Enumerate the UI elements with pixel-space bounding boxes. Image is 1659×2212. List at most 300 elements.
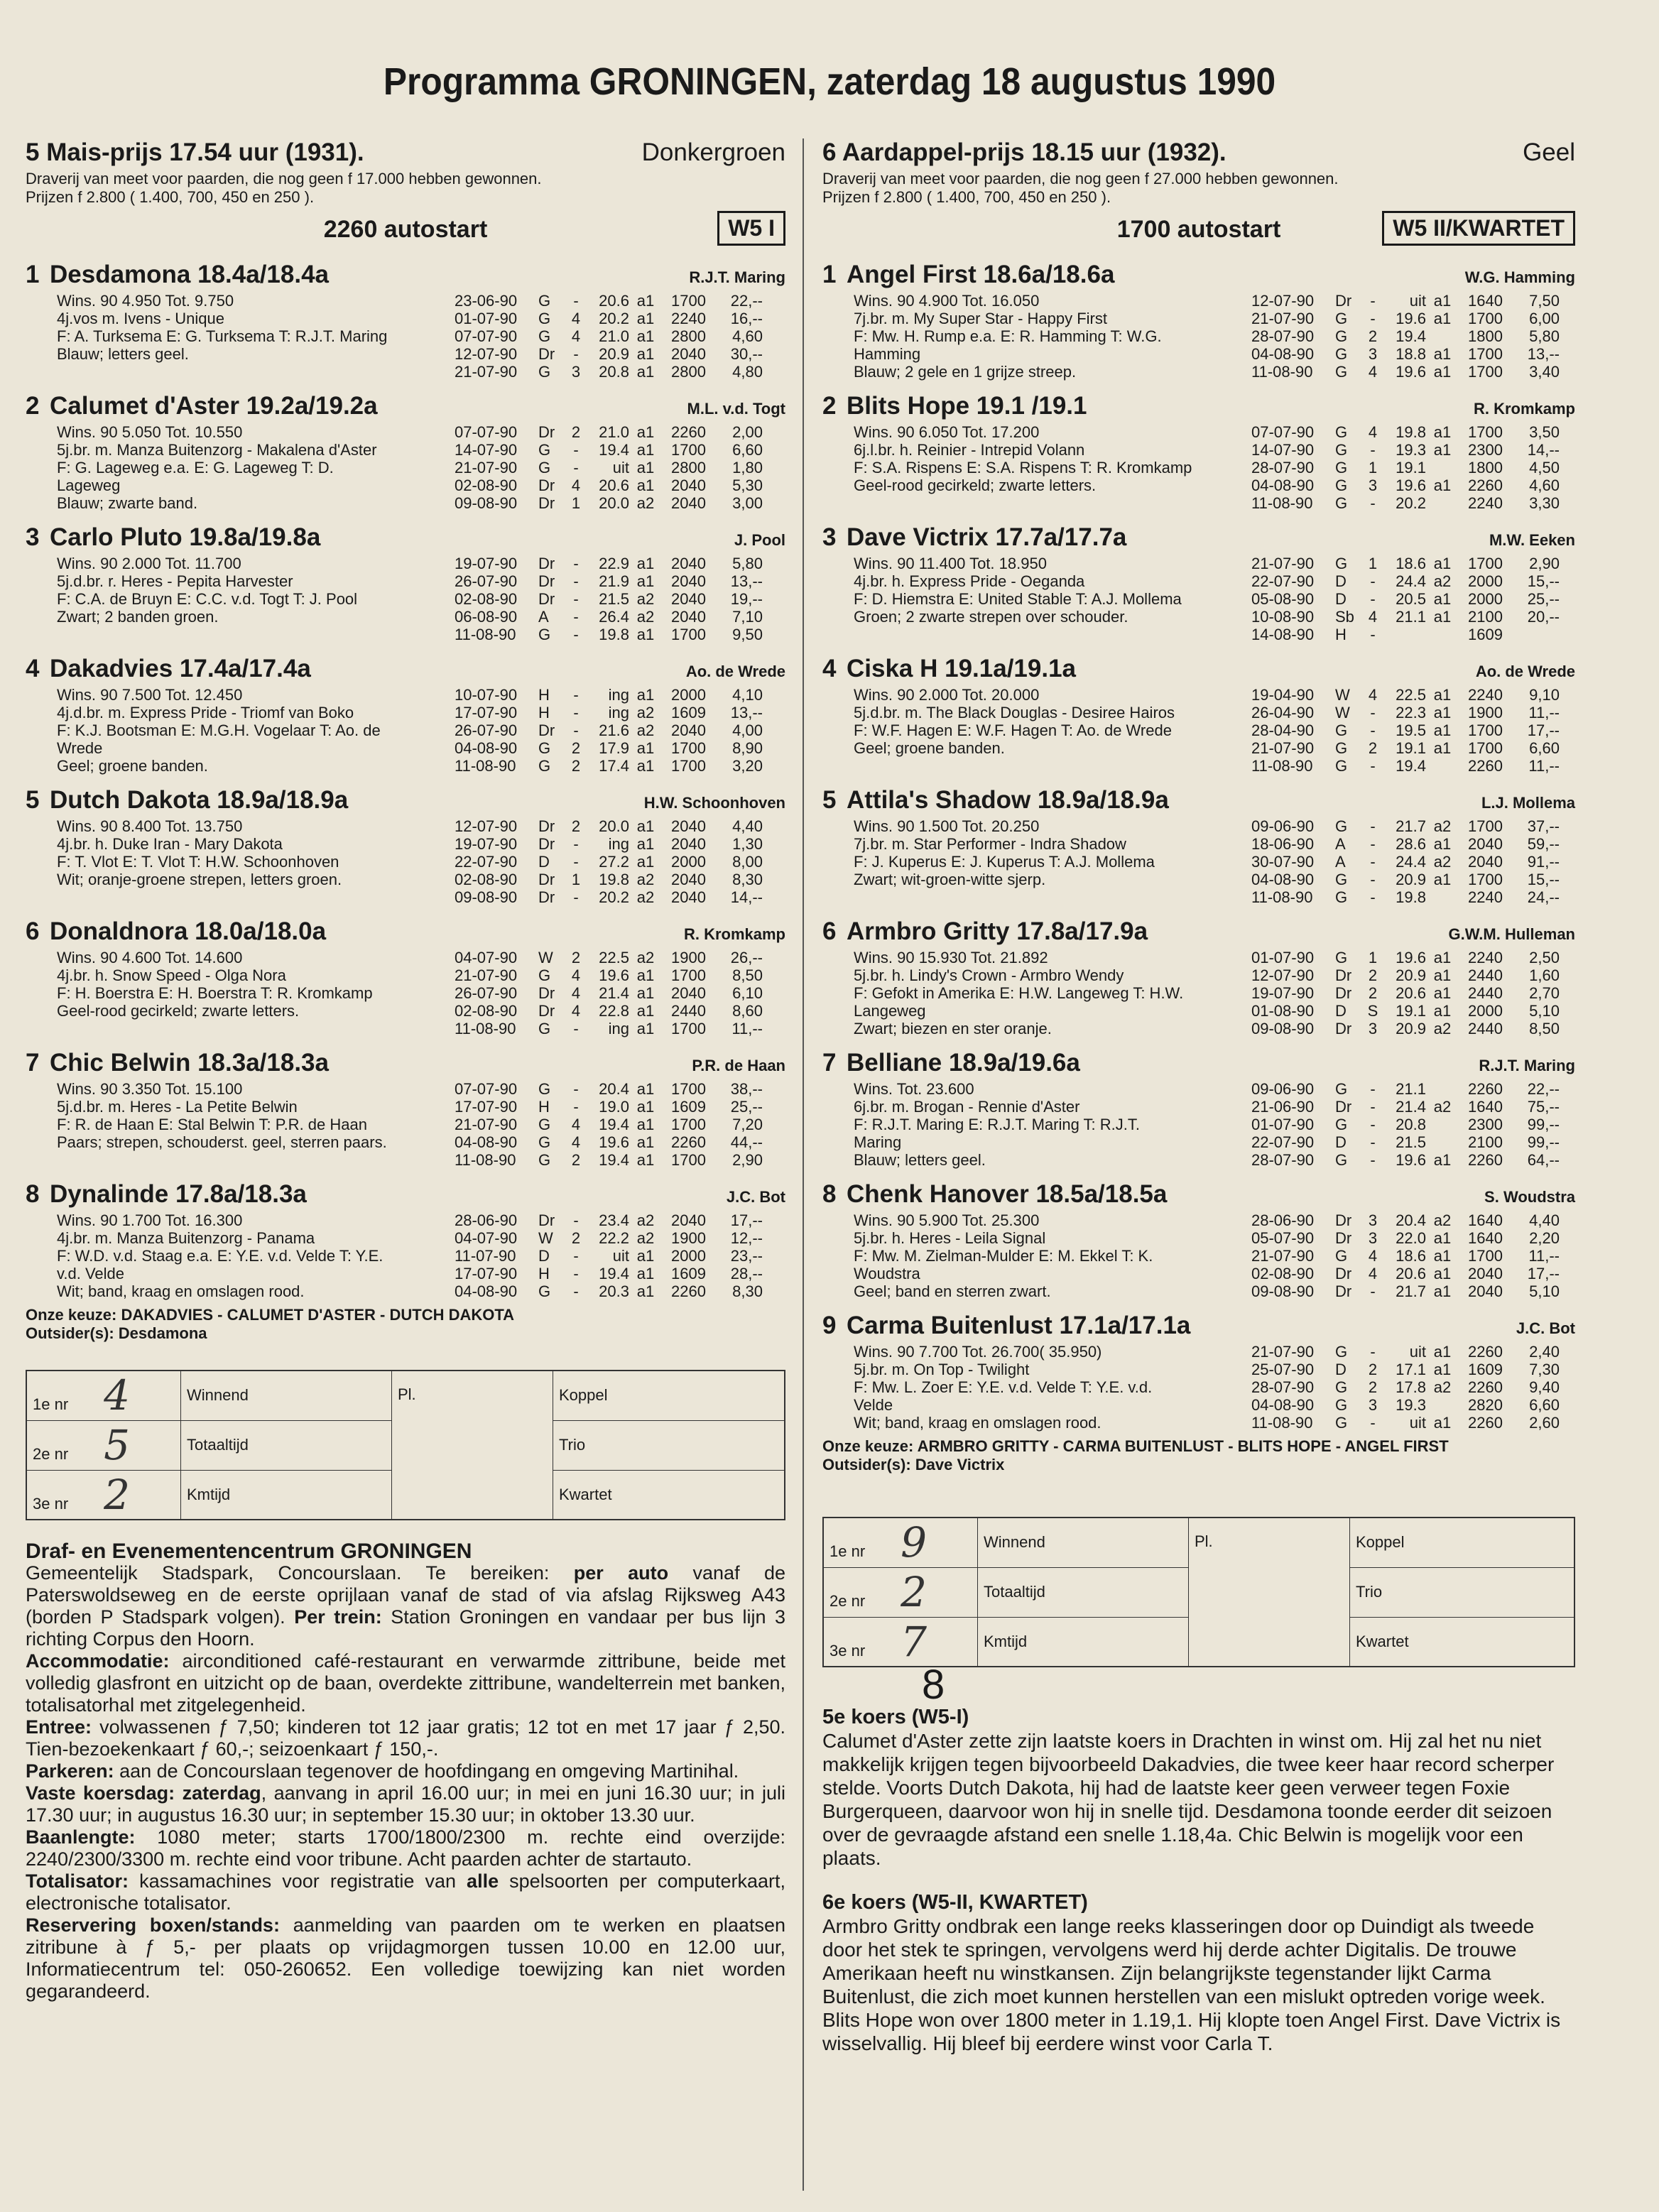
result-cell: 2040 (1468, 1282, 1503, 1300)
result-cell: G (538, 739, 551, 757)
horse-name (26, 786, 348, 814)
bet-label: Kmtijd (181, 1470, 392, 1520)
result-cell: a1 (636, 555, 655, 572)
result-cell: 4 (571, 310, 581, 327)
result-row (1251, 739, 1575, 757)
horse-details (822, 817, 1251, 906)
handwritten-number: 2 (901, 1568, 928, 1616)
horse-name (822, 655, 1076, 683)
result-cell (1426, 1080, 1459, 1098)
result-cell: 11-08-90 (455, 1020, 516, 1037)
horse-header (822, 1180, 1575, 1211)
horse-entry (26, 523, 785, 643)
result-cell: 22,-- (1527, 1080, 1560, 1098)
result-cell: 19.4 (1396, 757, 1426, 775)
result-cell: 2300 (1468, 1116, 1503, 1133)
result-cell: 11-08-90 (1251, 888, 1313, 906)
result-cell: 20.6 (599, 292, 629, 310)
result-cell: 5,10 (1529, 1282, 1560, 1300)
result-row (1251, 476, 1575, 494)
result-cell: 3 (1368, 345, 1378, 363)
result-cell: 91,-- (1527, 853, 1560, 871)
result-cell: 1700 (1468, 817, 1503, 835)
result-cell: 04-08-90 (1251, 1396, 1315, 1414)
result-cell: Dr (538, 835, 555, 853)
result-cell: 11,-- (1528, 1247, 1560, 1265)
result-cell: 12,-- (730, 1229, 763, 1247)
result-cell: 4,10 (732, 686, 763, 704)
info-label: Per trein: (294, 1606, 382, 1628)
result-row (455, 1020, 785, 1037)
result-row (1251, 626, 1575, 643)
horse-entry (822, 917, 1575, 1037)
result-cell: 20.6 (1396, 984, 1426, 1002)
result-cell: G (538, 626, 551, 643)
result-cell: 21.5 (1396, 1133, 1426, 1151)
bet-slip (822, 1517, 1575, 1667)
result-cell: 02-08-90 (455, 476, 518, 494)
result-cell: 12-07-90 (1251, 292, 1315, 310)
result-cell: 19.1 (1396, 1002, 1426, 1020)
result-cell: 26,-- (730, 949, 763, 966)
result-cell: - (1370, 1116, 1376, 1133)
race-5-column (26, 138, 785, 2003)
horse-detail-line: F: Mw. L. Zoer E: Y.E. v.d. Velde T: Y.E. v.d. (854, 1378, 1153, 1396)
result-cell: a1 (1433, 310, 1452, 327)
result-cell: a2 (636, 704, 655, 721)
horse-detail-line: Wins. 90 2.000 Tot. 20.000 (854, 686, 1040, 704)
result-row (455, 1229, 785, 1247)
result-cell: Sb (1335, 608, 1354, 626)
result-cell: - (573, 835, 579, 853)
horse-entry (822, 1049, 1575, 1169)
result-cell: 11-08-90 (1251, 363, 1313, 381)
result-cell: 7,10 (732, 608, 763, 626)
recent-results (455, 1211, 785, 1300)
result-row (455, 327, 785, 345)
result-cell: D (1335, 572, 1347, 590)
our-choice: Onze keuze: ARMBRO GRITTY - CARMA BUITENLUST - BLITS HOPE - ANGEL FIRST (822, 1437, 1449, 1455)
horse-trainer: S. Woudstra (1484, 1188, 1575, 1206)
result-cell: a1 (1433, 835, 1452, 853)
result-cell: G (1335, 1343, 1348, 1361)
result-cell: W (1335, 704, 1350, 721)
result-cell: 26.4 (599, 608, 629, 626)
result-cell: 2,70 (1529, 984, 1560, 1002)
result-cell: 15,-- (1527, 572, 1560, 590)
horse-detail-line: F: C.A. de Bruyn E: C.C. v.d. Togt T: J. Pool (57, 590, 358, 608)
horse-entry (26, 917, 785, 1037)
result-row (455, 704, 785, 721)
result-cell: a1 (1433, 739, 1452, 757)
result-cell: a1 (636, 1247, 655, 1265)
result-cell: Dr (538, 476, 555, 494)
result-cell: uit (612, 459, 629, 476)
result-cell: 2040 (671, 555, 706, 572)
result-cell: H (538, 1265, 550, 1282)
horse-detail-line: Wit; oranje-groene strepen, letters groen. (57, 871, 342, 888)
result-cell: 27.2 (599, 853, 629, 871)
result-cell: 20.9 (1396, 966, 1426, 984)
result-cell: 8,30 (732, 1282, 763, 1300)
horse-details (26, 423, 455, 512)
horse-detail-line: Langeweg (854, 1002, 926, 1020)
result-cell: a2 (1433, 817, 1452, 835)
horse-detail-line: Blauw; zwarte band. (57, 494, 198, 512)
bet-row-label: 3e nr (33, 1494, 69, 1513)
result-cell: - (573, 721, 579, 739)
result-cell: 2260 (671, 1282, 706, 1300)
race-conditions: Draverij van meet voor paarden, die nog geen f 27.000 hebben gewonnen. (822, 170, 1339, 187)
result-cell: 2240 (1468, 686, 1503, 704)
horse-detail-line: Blauw; 2 gele en 1 grijze streep. (854, 363, 1077, 381)
horse-details (822, 949, 1251, 1037)
result-row (455, 608, 785, 626)
result-cell: 21.7 (1396, 1282, 1426, 1300)
result-cell: 8,50 (1529, 1020, 1560, 1037)
result-cell: 20.9 (599, 345, 629, 363)
result-cell: 01-07-90 (455, 310, 518, 327)
result-cell: a1 (636, 626, 655, 643)
horse-entry (822, 523, 1575, 643)
info-label: alle (467, 1870, 499, 1892)
horse-detail-line: F: W.F. Hagen E: W.F. Hagen T: Ao. de Wrede (854, 721, 1172, 739)
result-cell: 44,-- (730, 1133, 763, 1151)
info-text: Gemeentelijk Stadspark, Concourslaan. Te bereiken: (26, 1562, 574, 1584)
horse-detail-line: Maring (854, 1133, 902, 1151)
horse-header (822, 655, 1575, 686)
horse-name-text: Dynalinde 17.8a/18.3a (50, 1180, 307, 1208)
result-cell: G (538, 327, 551, 345)
horse-detail-line: v.d. Velde (57, 1265, 124, 1282)
result-cell: uit (1409, 1343, 1426, 1361)
recent-results (1251, 949, 1575, 1037)
info-label: Vaste koersdag: zaterdag (26, 1782, 261, 1804)
result-cell: 21-07-90 (1251, 310, 1315, 327)
result-cell: 1900 (671, 949, 706, 966)
result-cell: 8,00 (732, 853, 763, 871)
result-cell: 1700 (671, 1020, 706, 1037)
horse-detail-line: Wins. 90 4.600 Tot. 14.600 (57, 949, 243, 966)
result-cell: 19-04-90 (1251, 686, 1315, 704)
result-cell: 2240 (1468, 949, 1503, 966)
result-cell (1426, 327, 1459, 345)
prognosis-text: Armbro Gritty ondbrak een lange reeks klasseringen door op Duindigt als tweede door het stek te springen, vervolgens werd hij derde achter Digitalis. De trouwe Amerikaan heeft nu winstkansen. Zijn belangrijkste tegenstander lijkt Carma Buitenlust, die zich moet kunnen herstellen van een mislukt optreden vorige week. Blits Hope won over 1800 meter in 1.19,1. Hij klopte toen Angel First. Dave Victrix is wisselvallig. Hij bleef bij eerdere winst voor Carla T. (822, 1915, 1561, 2054)
horse-detail-line: F: R. de Haan E: Stal Belwin T: P.R. de Haan (57, 1116, 367, 1133)
result-cell: Dr (1335, 966, 1352, 984)
horse-details (26, 292, 455, 381)
horse-trainer: Ao. de Wrede (685, 663, 785, 680)
horse-name (822, 392, 1087, 420)
horse-list (26, 261, 785, 1300)
result-row (455, 1133, 785, 1151)
horse-name (26, 917, 326, 946)
bet-label: Trio (1350, 1567, 1575, 1617)
result-cell: 2240 (1468, 494, 1503, 512)
result-cell: 2040 (671, 817, 706, 835)
result-cell: 5,30 (732, 476, 763, 494)
horse-detail-line: Zwart; biezen en ster oranje. (854, 1020, 1052, 1037)
result-cell: 19.4 (599, 1116, 629, 1133)
result-cell: a1 (1433, 476, 1452, 494)
bet-label: Totaaltijd (978, 1567, 1189, 1617)
result-cell: 19-07-90 (455, 835, 518, 853)
result-cell: 2 (571, 423, 581, 441)
result-cell: 2 (571, 817, 581, 835)
horse-detail-line: F: K.J. Bootsman E: M.G.H. Vogelaar T: Ao. de (57, 721, 381, 739)
result-row (1251, 1229, 1575, 1247)
horse-header (26, 523, 785, 555)
result-cell: 19.6 (1396, 310, 1426, 327)
result-cell: a1 (636, 363, 655, 381)
result-cell: - (1370, 1133, 1376, 1151)
result-cell: 20.3 (599, 1282, 629, 1300)
result-cell: 14,-- (1527, 441, 1560, 459)
result-cell: a1 (1433, 1247, 1452, 1265)
result-row (1251, 757, 1575, 775)
horse-name (26, 655, 311, 683)
result-cell: 2000 (671, 1247, 706, 1265)
result-row (1251, 1282, 1575, 1300)
result-row (1251, 1151, 1575, 1169)
result-cell: 20.6 (599, 476, 629, 494)
horse-name-text: Blits Hope 19.1 /19.1 (847, 392, 1087, 420)
result-cell: - (573, 853, 579, 871)
result-cell: 7,20 (732, 1116, 763, 1133)
result-cell: D (1335, 590, 1347, 608)
handwritten-number: 5 (104, 1421, 131, 1469)
result-cell: Dr (1335, 1229, 1352, 1247)
horse-name-text: Dave Victrix 17.7a/17.7a (847, 523, 1127, 551)
result-cell: 28-07-90 (1251, 1151, 1315, 1169)
result-cell: 02-08-90 (455, 871, 518, 888)
result-cell: 21.4 (599, 984, 629, 1002)
result-cell: G (538, 1116, 551, 1133)
result-cell: G (1335, 739, 1348, 757)
result-cell: G (1335, 871, 1348, 888)
result-cell: 09-06-90 (1251, 817, 1315, 835)
race-code-badge: W5 II/KWARTET (1382, 211, 1575, 246)
result-cell: 17.1 (1396, 1361, 1426, 1378)
result-cell: 5,80 (1529, 327, 1560, 345)
result-row (455, 739, 785, 757)
result-cell: 8,90 (732, 739, 763, 757)
result-cell: 19.4 (599, 1151, 629, 1169)
horse-header (822, 523, 1575, 555)
result-cell: 01-07-90 (1251, 949, 1315, 966)
result-cell: G (1335, 757, 1348, 775)
race-prizes: Prijzen f 2.800 ( 1.400, 700, 450 en 250 ). (822, 188, 1111, 206)
horse-number: 9 (822, 1312, 837, 1339)
recent-results (1251, 1343, 1575, 1432)
result-cell: 24.4 (1396, 572, 1426, 590)
result-cell: a1 (1433, 363, 1452, 381)
horse-list (822, 261, 1575, 1432)
result-cell: 2,00 (732, 423, 763, 441)
result-row (1251, 1265, 1575, 1282)
result-cell: 22.2 (599, 1229, 629, 1247)
horse-detail-line: Geel; band en sterren zwart. (854, 1282, 1051, 1300)
horse-header (822, 1312, 1575, 1343)
result-cell: - (1370, 494, 1376, 512)
result-cell: H (538, 1098, 550, 1116)
result-cell: 5,10 (1529, 1002, 1560, 1020)
result-cell: 04-08-90 (455, 1282, 518, 1300)
horse-header (26, 1049, 785, 1080)
result-cell: 1640 (1468, 292, 1503, 310)
horse-detail-line: F: T. Vlot E: T. Vlot T: H.W. Schoonhoven (57, 853, 339, 871)
info-label: Totalisator: (26, 1870, 129, 1892)
result-cell (1426, 888, 1459, 906)
horse-entry (822, 392, 1575, 512)
result-cell: a1 (636, 327, 655, 345)
result-cell: a1 (1433, 949, 1452, 966)
result-cell: 16,-- (730, 310, 763, 327)
result-cell: 01-07-90 (1251, 1116, 1315, 1133)
result-cell: a1 (636, 966, 655, 984)
result-row (455, 1211, 785, 1229)
result-cell: 28-06-90 (1251, 1211, 1315, 1229)
handwritten-number: 9 (901, 1518, 928, 1567)
horse-detail-line: Wrede (57, 739, 103, 757)
horse-trainer: P.R. de Haan (692, 1057, 785, 1074)
horse-detail-line: Wins. 90 11.400 Tot. 18.950 (854, 555, 1047, 572)
result-cell: 20.2 (599, 310, 629, 327)
result-cell: 1640 (1468, 1229, 1503, 1247)
result-cell: 11-08-90 (455, 1151, 516, 1169)
result-cell: a2 (636, 888, 655, 906)
result-cell: - (573, 608, 579, 626)
result-cell: 21-07-90 (455, 966, 518, 984)
result-cell: a1 (636, 476, 655, 494)
result-cell: - (1370, 1343, 1376, 1361)
result-row (455, 345, 785, 363)
horse-trainer: R.J.T. Maring (1479, 1057, 1575, 1074)
result-row (455, 310, 785, 327)
result-row (455, 494, 785, 512)
horse-name-text: Armbro Gritty 17.8a/17.9a (847, 917, 1148, 945)
result-cell: 2040 (1468, 853, 1503, 871)
result-cell: 22.8 (599, 1002, 629, 1020)
result-cell: G (1335, 1080, 1348, 1098)
result-cell: 4 (1368, 1247, 1378, 1265)
bet-row-label: 1e nr (33, 1395, 69, 1414)
result-cell: - (573, 704, 579, 721)
recent-results (455, 1080, 785, 1169)
bet-label: Kmtijd (978, 1617, 1189, 1667)
result-cell: a1 (636, 1282, 655, 1300)
result-cell: a1 (1433, 871, 1452, 888)
horse-trainer: J.C. Bot (1516, 1319, 1575, 1337)
result-cell: 2100 (1468, 1133, 1503, 1151)
result-cell: a1 (1433, 984, 1452, 1002)
result-cell: 2040 (671, 476, 706, 494)
info-text: kassamachines voor registratie van (129, 1870, 467, 1892)
result-cell: G (538, 310, 551, 327)
race-6-column (822, 138, 1575, 2055)
horse-name-text: Dutch Dakota 18.9a/18.9a (50, 786, 349, 814)
result-row (1251, 1098, 1575, 1116)
bet-label: Koppel (1350, 1518, 1575, 1567)
result-row (455, 441, 785, 459)
result-cell: 2240 (1468, 888, 1503, 906)
horse-detail-line: Paars; strepen, schouderst. geel, sterren paars. (57, 1133, 387, 1151)
result-cell: G (1335, 441, 1348, 459)
result-cell: 2800 (671, 327, 706, 345)
result-cell: 2040 (671, 345, 706, 363)
result-row (455, 984, 785, 1002)
result-cell: 09-06-90 (1251, 1080, 1315, 1098)
result-cell: 22.5 (599, 949, 629, 966)
result-cell: Dr (538, 817, 555, 835)
horse-detail-line: Wins. 90 2.000 Tot. 11.700 (57, 555, 241, 572)
result-cell: 6,10 (732, 984, 763, 1002)
result-cell: Dr (538, 572, 555, 590)
result-row (1251, 1002, 1575, 1020)
result-cell: 12-07-90 (455, 817, 518, 835)
result-cell: - (573, 1080, 579, 1098)
race-prognosis (822, 1706, 1575, 2055)
result-cell: 2100 (1468, 608, 1503, 626)
race-distance: 2260 autostart (323, 215, 488, 243)
horse-name (26, 392, 378, 420)
result-cell: W (538, 1229, 553, 1247)
result-cell: 6,60 (1529, 1396, 1560, 1414)
result-cell: 2440 (1468, 984, 1503, 1002)
result-cell: 2040 (1468, 835, 1503, 853)
result-cell: Dr (538, 345, 555, 363)
horse-detail-line: F: Mw. H. Rump e.a. E: R. Hamming T: W.G. (854, 327, 1162, 345)
horse-header (26, 786, 785, 817)
result-cell: a2 (1433, 1020, 1452, 1037)
result-cell: 10-07-90 (455, 686, 518, 704)
horse-name-text: Carma Buitenlust 17.1a/17.1a (847, 1312, 1191, 1339)
result-cell: 28-04-90 (1251, 721, 1315, 739)
result-cell: Dr (538, 1002, 555, 1020)
result-row (1251, 590, 1575, 608)
result-cell: 3 (1368, 1229, 1378, 1247)
horse-detail-line: 4j.br. h. Duke Iran - Mary Dakota (57, 835, 283, 853)
result-cell: a1 (636, 1080, 655, 1098)
result-cell: a1 (1433, 686, 1452, 704)
horse-entry (822, 786, 1575, 906)
result-cell: 2 (1368, 984, 1378, 1002)
result-cell: G (1335, 721, 1348, 739)
result-cell: 20.4 (1396, 1211, 1426, 1229)
result-cell: 13,-- (1527, 345, 1560, 363)
result-cell: 21.7 (1396, 817, 1426, 835)
result-row (455, 363, 785, 381)
horse-number: 2 (822, 392, 837, 420)
info-text: spelsoorten per computerkaart, electronische totalisator. (26, 1870, 785, 1914)
result-cell: Dr (538, 721, 555, 739)
result-cell: 6,60 (732, 441, 763, 459)
result-cell: 21-07-90 (1251, 555, 1315, 572)
horse-details (822, 555, 1251, 643)
result-cell: D (1335, 1002, 1347, 1020)
result-cell: 19.6 (599, 966, 629, 984)
result-cell: 8,60 (732, 1002, 763, 1020)
horse-detail-line: Wins. 90 7.500 Tot. 12.450 (57, 686, 243, 704)
result-cell: a1 (636, 1265, 655, 1282)
result-cell: - (1370, 721, 1376, 739)
result-cell: 99,-- (1527, 1116, 1560, 1133)
result-cell: a1 (636, 1116, 655, 1133)
result-cell: 18.6 (1396, 1247, 1426, 1265)
result-cell: G (1335, 1151, 1348, 1169)
result-cell: Dr (538, 984, 555, 1002)
result-cell: G (1335, 459, 1348, 476)
